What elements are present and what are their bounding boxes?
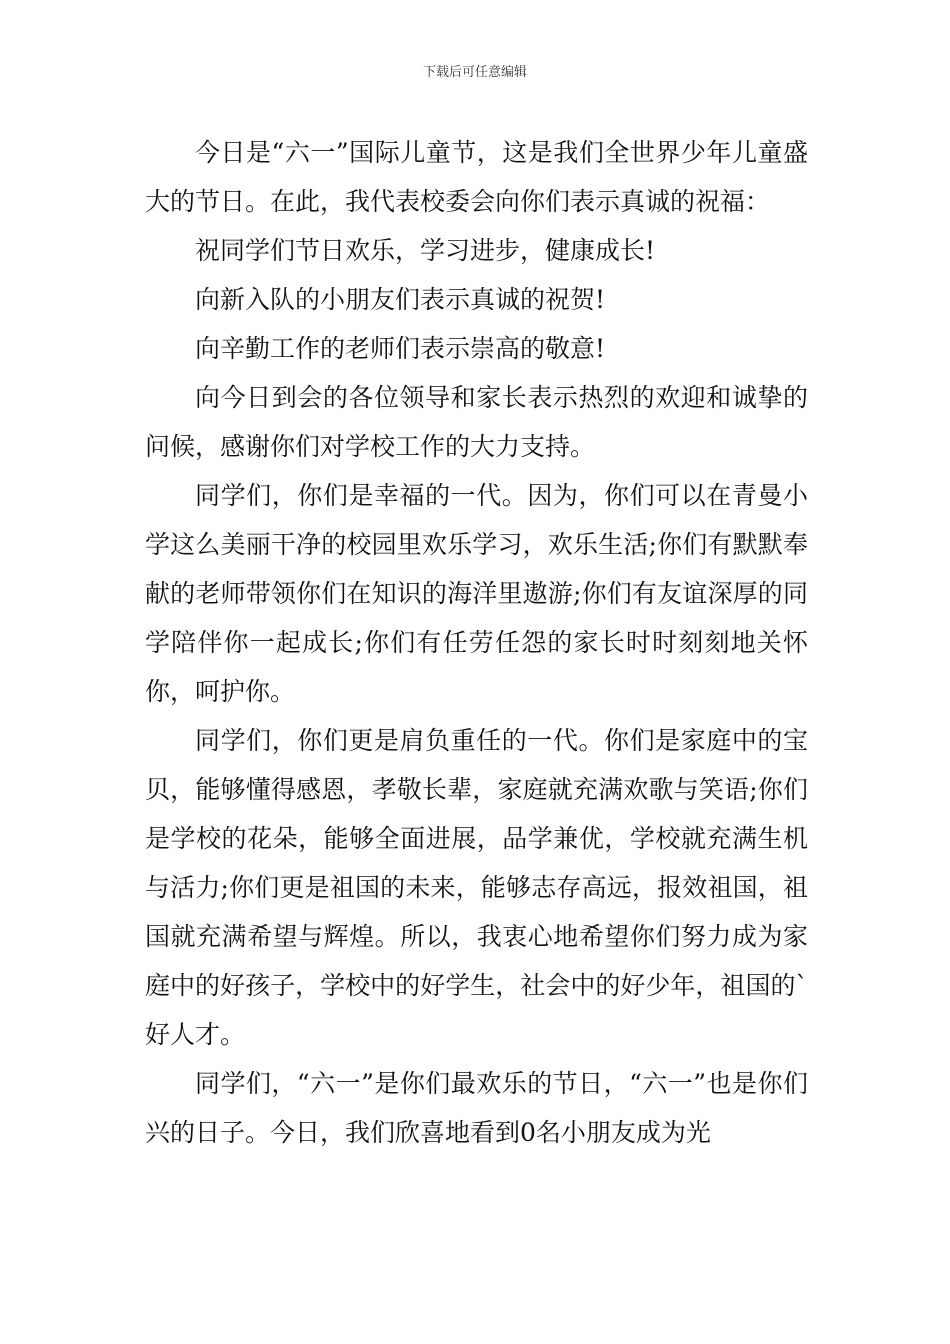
- page-header: 下载后可任意编辑: [422, 65, 527, 80]
- paragraph-childrens-day: 同学们，“六一”是你们最欢乐的节日，“六一”也是你们兴的日子。今日，我们欣喜地看到0名小朋友成为光: [145, 1069, 808, 1147]
- document-body: [145, 128, 808, 1157]
- paragraph-welcome-guests: 向今日到会的各位领导和家长表示热烈的欢迎和诚挚的问候，感谢你们对学校工作的大力支持。: [145, 383, 808, 461]
- paragraph-intro: 今日是“六一”国际儿童节，这是我们全世界少年儿童盛大的节日。在此，我代表校委会向你们表示真诚的祝福：: [145, 138, 808, 216]
- paragraph-happy-generation: 同学们，你们是幸福的一代。因为，你们可以在青曼小学这么美丽干净的校园里欢乐学习，欢乐生活;你们有默默奉献的老师带领你们在知识的海洋里遨游;你们有友谊深厚的同学陪伴你一起成长;你们有任劳任怨的家长时时刻刻地关怀你，呵护你。: [145, 481, 808, 706]
- paragraph-congrats-new-members: 向新入队的小朋友们表示真诚的祝贺!: [195, 285, 606, 314]
- paragraph-respect-teachers: 向辛勤工作的老师们表示崇高的敬意!: [195, 334, 606, 363]
- paragraph-responsible-generation: 同学们，你们更是肩负重任的一代。你们是家庭中的宝贝，能够懂得感恩，孝敬长辈，家庭就充满欢歌与笑语;你们是学校的花朵，能够全面进展，品学兼优，学校就充满生机与活力;你们更是祖国的未来，能够志存高远，报效祖国，祖国就充满希望与辉煌。所以，我衷心地希望你们努力成为家庭中的好孩子，学校中的好学生，社会中的好少年，祖国的`好人才。: [145, 726, 808, 1049]
- paragraph-wish-students: 祝同学们节日欢乐，学习进步，健康成长!: [195, 236, 656, 265]
